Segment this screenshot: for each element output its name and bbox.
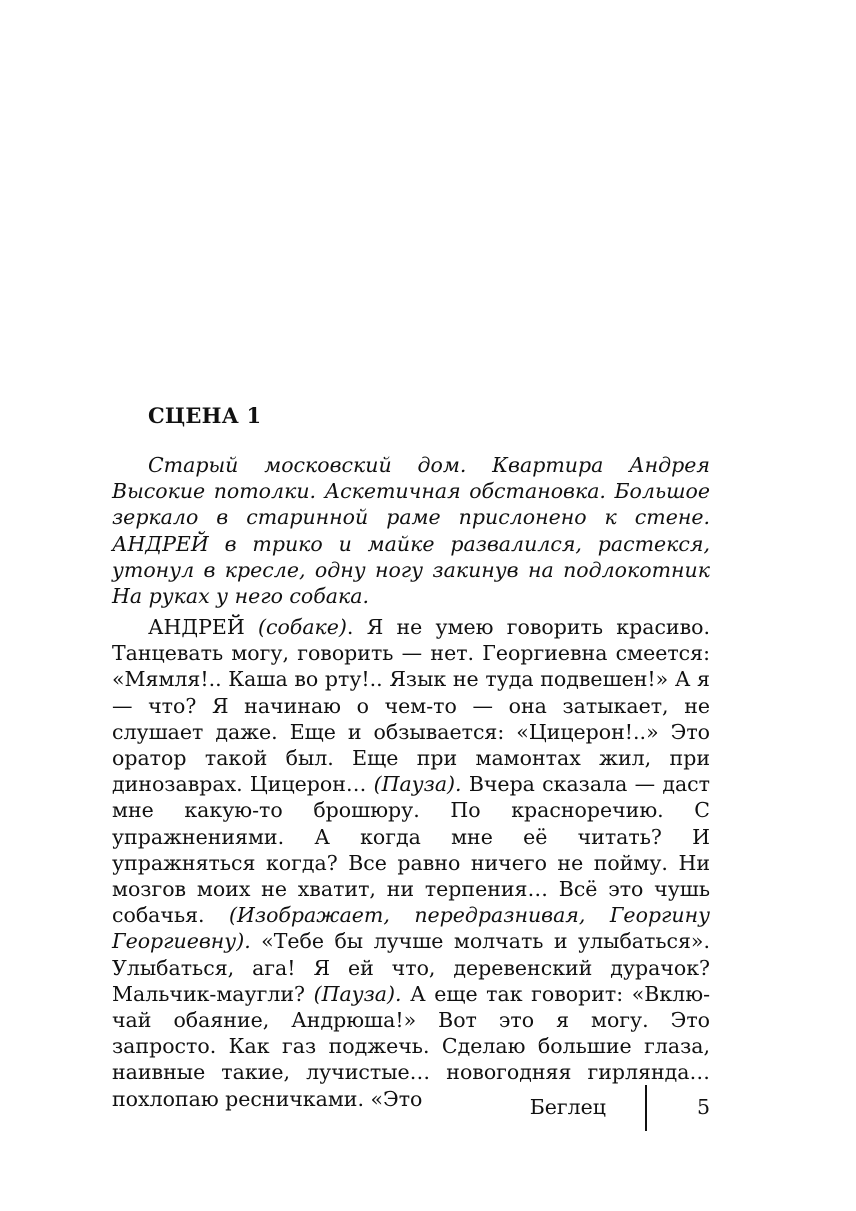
running-footer-title: Беглец — [529, 1095, 606, 1119]
dialogue-text: А еще так говорит: «Включай обаяние, Андрюша!» Вот это я могу. Это запросто. Как газ поджечь. Сделаю большие глаза, наивные такие, лучистые… новогодняя гирлянда… похлопаю ресничками. «Это — [112, 981, 710, 1111]
stage-remark: (Пауза). — [373, 772, 462, 797]
dialogue-text: «Тебе бы лучше молчать и улыбаться». Улыбаться, ага! Я ей что, деревенский дурачок? Мальчик-маугли? — [112, 929, 710, 1006]
stage-direction: Старый московский дом. Квартира Андрея Высокие потолки. Аскетичная обстановка. Большое зеркало в старинной раме прислонено к стене. АНДРЕЙ в трико и майке развалился, растекся, утонул в кресле, одну ногу закинув на подлокотник На руках у него собака. — [112, 453, 710, 609]
speaker-name: АНДРЕЙ — [148, 615, 245, 639]
page-number: 5 — [697, 1095, 711, 1119]
stage-remark: (собаке) — [257, 615, 347, 639]
footer-divider — [645, 1085, 647, 1131]
dialogue-text: Вчера сказала — даст мне какую-то брошюру. По красноречию. С упражнениями. А когда мне её читать? И упражняться когда? Все равно ничего не пойму. Ни мозгов моих не хватит, ни терпения… Всё это чушь собачья. — [112, 772, 710, 928]
scene-heading: СЦЕНА 1 — [148, 403, 262, 428]
dialogue-paragraph — [112, 614, 710, 1112]
stage-remark: (Пауза). — [313, 981, 402, 1006]
dialogue-text: . Я не умею говорить красиво. Танцевать могу, говорить — нет. Георгиевна смеется: «Мямля!.. Каша во рту!.. Язык не туда подвешен!» А я — что? Я начинаю о чем-то — она затыкает, не слушает даже. Еще и обзывается: «Цицерон!..» Это оратор такой был. Еще при мамонтах жил, при динозаврах. Цицерон… — [112, 615, 710, 797]
stage-remark: (Изображает, передразнивая, Георгину Георгиевну). — [112, 903, 710, 954]
